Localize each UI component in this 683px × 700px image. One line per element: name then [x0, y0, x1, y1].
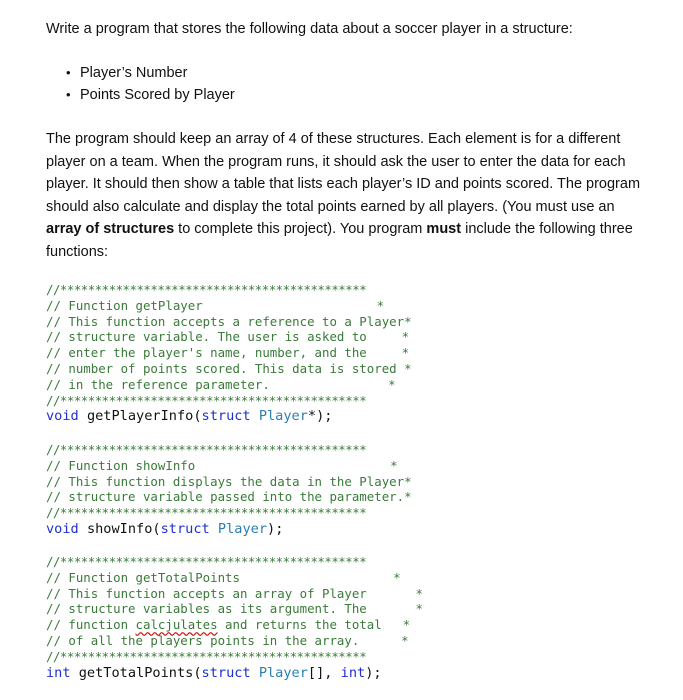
function-signature: void getPlayerInfo(struct Player*);	[46, 408, 333, 425]
comment-border: //********************************************	[46, 505, 367, 521]
comment-line: // Function showInfo	[46, 457, 196, 473]
comment-line: // enter the player's name, number, and the	[46, 345, 367, 361]
instructions-paragraph: The program should keep an array of 4 of these structures. Each element is for a different player on a team. When the program runs, it should ask the user to enter the data for each player. It should then show a table that lists each player’s ID and points scored. The program should also calculate and display the total points earned by all players. (You must use an array of structures to complete this project). You program must include the following three functions:	[46, 131, 641, 260]
list-item: • Player’s Number	[66, 62, 235, 84]
comment-line: // of all the players points in the array.	[46, 632, 360, 648]
comment-line: // This function accepts a reference to a Player*	[46, 313, 412, 329]
bullet-icon: •	[66, 87, 71, 102]
comment-border: //********************************************	[46, 392, 367, 408]
comment-line: // Function getTotalPoints	[46, 569, 240, 585]
code-block-getplayer: //******************************************** // Function getPlayer * // This function accepts a reference to a Player* // structure variable. The user is asked to * // enter the player's name, number, and the * // number of points scored. This data is stored * // in the reference parameter. * //******************************************** void getPlayerInfo(struct Player*);	[46, 282, 412, 425]
code-block-gettotalpoints: //******************************************** // Function getTotalPoints * // This function accepts an array of Player * // structure variables as its argument. The * // function calcjulates and returns the total * // of all the players points in the array. * //******************************************** int getTotalPoints(struct Player[], int);	[46, 554, 423, 681]
code-block-showinfo: //******************************************** // Function showInfo * // This function displays the data in the Player* // structure variable passed into the parameter.* //******************************************** void showInfo(struct Player);	[46, 442, 412, 537]
comment-border: //********************************************	[46, 648, 367, 664]
intro-text: Write a program that stores the following data about a soccer player in a structure:	[46, 21, 573, 37]
comment-line: // This function accepts an array of Player	[46, 585, 367, 601]
list-item: • Points Scored by Player	[66, 84, 235, 106]
bullet-icon: •	[66, 65, 71, 80]
comment-line: // structure variable. The user is asked to	[46, 329, 367, 345]
comment-line: // structure variables as its argument. The	[46, 601, 367, 617]
comment-border: //********************************************	[46, 554, 367, 569]
comment-border: //********************************************	[46, 282, 367, 297]
comment-line: // structure variable passed into the parameter.*	[46, 489, 412, 505]
emphasis-must: must	[426, 221, 462, 238]
comment-line: // Function getPlayer	[46, 297, 203, 313]
comment-line: // This function displays the data in the Player*	[46, 473, 412, 489]
misspelled-word: calcjulates	[135, 617, 218, 633]
comment-line: // in the reference parameter.	[46, 376, 270, 392]
comment-border: //********************************************	[46, 442, 367, 457]
emphasis-array-of-structures: array of structures	[46, 221, 175, 238]
bullet-list	[66, 62, 235, 106]
function-signature: void showInfo(struct Player);	[46, 520, 284, 537]
comment-line: // function calcjulates and returns the total	[46, 617, 382, 633]
function-signature: int getTotalPoints(struct Player[], int);	[46, 664, 382, 681]
comment-line: // number of points scored. This data is stored *	[46, 360, 412, 376]
